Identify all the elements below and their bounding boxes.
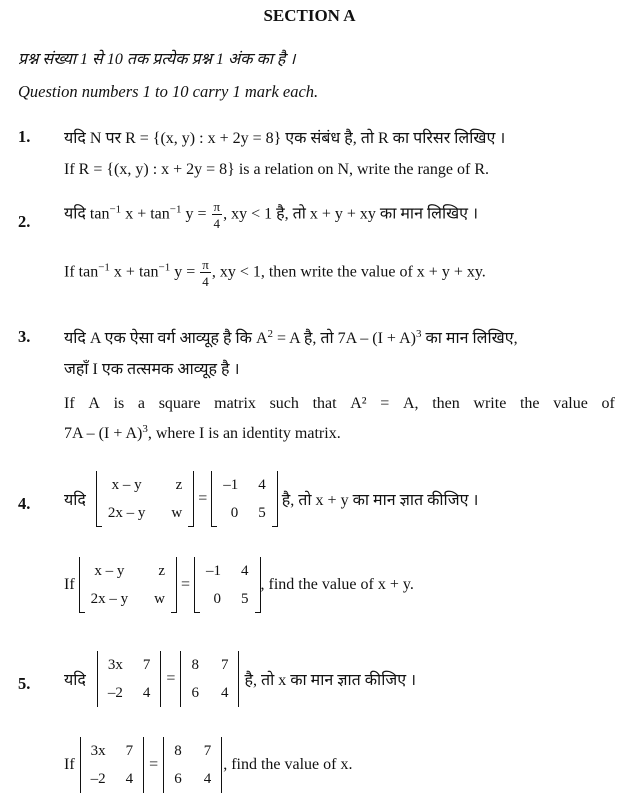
denominator: 4: [213, 216, 221, 231]
word: that: [312, 395, 337, 412]
word: write: [473, 395, 507, 412]
matrix-cell: w: [171, 505, 183, 521]
question-3-english-line1: [64, 395, 615, 413]
superscript: −1: [169, 203, 182, 216]
text: x + tan: [109, 263, 159, 281]
matrix-cell: 4: [241, 563, 249, 579]
superscript: 3: [142, 423, 148, 435]
matrix-cell: 2x – y: [107, 505, 146, 521]
matrix-cell: 4: [142, 685, 151, 701]
word: value: [553, 395, 588, 412]
matrix-cell: 7: [125, 743, 134, 759]
matrix-lhs: [79, 557, 177, 613]
word: A,: [402, 395, 419, 412]
matrix-cell: 0: [213, 591, 222, 607]
matrix-cell: 4: [258, 477, 266, 493]
superscript: −1: [109, 203, 122, 216]
text: , find the value of x + y.: [260, 576, 414, 593]
question-5-number: 5.: [18, 674, 31, 693]
fraction-pi-over-4: [200, 258, 211, 288]
word: A: [88, 395, 100, 412]
question-5-english: [64, 737, 352, 793]
superscript: −1: [158, 261, 171, 274]
matrix-cell: 3x: [107, 657, 123, 673]
matrix-cell: 7: [203, 743, 212, 759]
text: है, तो x + y का मान ज्ञात कीजिए ।: [277, 492, 479, 509]
word: matrix: [214, 395, 256, 412]
text: x + tan: [121, 205, 170, 223]
text: 7A – (I + A): [64, 425, 143, 442]
matrix-cell: x – y: [111, 477, 142, 493]
equals-sign: =: [198, 490, 208, 507]
matrix-cell: 7: [142, 657, 151, 673]
word: If: [64, 395, 75, 412]
question-2-number: 2.: [18, 212, 31, 231]
matrix-cell: –1: [223, 477, 239, 493]
word: A²: [350, 395, 367, 412]
matrix-cell: 5: [241, 591, 249, 607]
matrix-cell: x – y: [94, 563, 125, 579]
word: square: [158, 395, 201, 412]
numerator: π: [213, 199, 221, 214]
matrix-cell: 6: [174, 771, 182, 787]
text: यदि A एक ऐसा वर्ग आव्यूह है कि A: [64, 330, 268, 347]
matrix-cell: w: [154, 591, 165, 607]
text: यदि: [64, 492, 86, 509]
text: यदि: [64, 672, 86, 689]
equals-sign: =: [166, 670, 176, 687]
matrix-cell: 4: [220, 685, 229, 701]
superscript: 3: [415, 328, 422, 340]
question-3-english-line2: [64, 425, 341, 443]
question-3-hindi-line2: जहाँ I एक तत्समक आव्यूह है ।: [64, 361, 240, 378]
superscript: −1: [98, 261, 110, 274]
text: , xy < 1, then write the value of x + y + xy.: [211, 263, 486, 281]
matrix-cell: –2: [107, 685, 123, 701]
matrix-cell: 3x: [90, 743, 106, 759]
matrix-cell: 6: [191, 685, 199, 701]
text: = A है, तो 7A – (I + A): [273, 330, 416, 347]
text: If: [64, 576, 75, 593]
matrix-cell: 4: [125, 771, 134, 787]
question-5-hindi: [64, 651, 416, 707]
matrix-cell: z: [158, 563, 165, 579]
matrix-rhs: [211, 471, 278, 527]
question-2-hindi: [64, 200, 478, 230]
word: =: [380, 395, 390, 412]
matrix-cell: 7: [220, 657, 229, 673]
matrix-cell: –1: [206, 563, 222, 579]
equals-sign: =: [149, 756, 159, 773]
determinant-rhs: [162, 737, 223, 793]
matrix-rhs: [194, 557, 261, 613]
text: यदि tan: [64, 205, 110, 223]
question-2-english: [64, 258, 486, 288]
text: y =: [170, 263, 200, 281]
matrix-cell: 5: [258, 505, 266, 521]
word: then: [432, 395, 460, 412]
determinant-lhs: [79, 737, 146, 793]
question-4-hindi: [64, 471, 479, 527]
section-title: SECTION A: [263, 6, 356, 25]
text: का मान लिखिए,: [421, 330, 518, 347]
matrix-lhs: [96, 471, 194, 527]
word: of: [601, 395, 615, 412]
text: , xy < 1 है, तो x + y + xy का मान लिखिए ।: [223, 205, 479, 223]
text: y =: [181, 205, 211, 223]
question-1-english: If R = {(x, y) : x + 2y = 8} is a relation on N, write the range of R.: [64, 161, 490, 178]
determinant-rhs: [179, 651, 240, 707]
matrix-cell: 4: [203, 771, 212, 787]
text: है, तो x का मान ज्ञात कीजिए ।: [240, 672, 417, 689]
question-3-hindi-line1: [64, 326, 518, 348]
text: If tan: [64, 263, 99, 281]
word: is: [113, 395, 125, 412]
instructions-english: Question numbers 1 to 10 carry 1 mark each.: [18, 82, 319, 101]
question-1-hindi: यदि N पर R = {(x, y) : x + 2y = 8} एक संबंध है, तो R का परिसर लिखिए ।: [64, 130, 506, 147]
question-1-number: 1.: [18, 127, 31, 146]
denominator: 4: [202, 274, 209, 289]
text: If: [64, 756, 75, 773]
equals-sign: =: [181, 576, 191, 593]
question-4-number: 4.: [18, 494, 31, 513]
text: , find the value of x.: [223, 756, 353, 773]
instructions-hindi: प्रश्न संख्या 1 से 10 तक प्रत्येक प्रश्न 1 अंक का है ।: [18, 51, 296, 68]
text: , where I is an identity matrix.: [147, 425, 341, 442]
fraction-pi-over-4: [212, 200, 223, 230]
matrix-cell: –2: [90, 771, 106, 787]
numerator: π: [202, 257, 209, 272]
question-4-english: [64, 557, 414, 613]
matrix-cell: 8: [191, 657, 199, 673]
superscript: 2: [267, 328, 274, 340]
matrix-cell: 2x – y: [90, 591, 129, 607]
word: such: [269, 395, 299, 412]
matrix-cell: z: [175, 477, 183, 493]
matrix-cell: 8: [174, 743, 182, 759]
word: a: [137, 395, 146, 412]
matrix-cell: 0: [230, 505, 239, 521]
word: the: [519, 395, 540, 412]
question-3-number: 3.: [18, 327, 31, 346]
determinant-lhs: [96, 651, 163, 707]
